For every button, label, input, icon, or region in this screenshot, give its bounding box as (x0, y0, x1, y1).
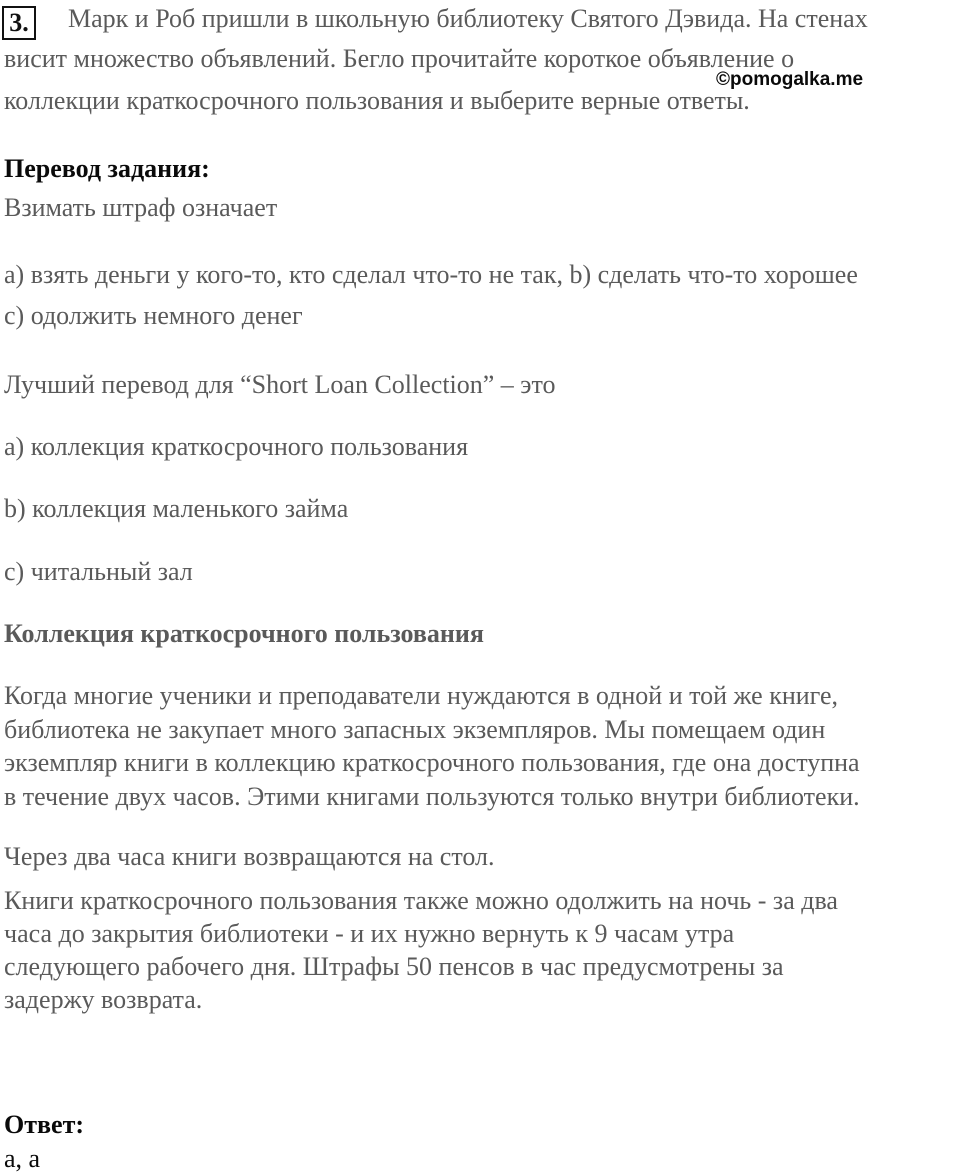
question-2-option-c: c) читальный зал (4, 557, 193, 586)
notice-title: Коллекция краткосрочного пользования (4, 619, 484, 648)
watermark: ©pomogalka.me (716, 69, 864, 90)
question-2-option-a: a) коллекция краткосрочного пользования (4, 432, 469, 461)
notice-para-1-line-3: экземпляр книги в коллекцию краткосрочного пользования, где она доступна (4, 748, 860, 777)
notice-para-3-line-4: задержу возврата. (4, 985, 203, 1014)
question-1-options-line-1: a) взять деньги у кого-то, кто сделал что-то не так, b) сделать что-то хорошее (4, 260, 858, 289)
translation-heading: Перевод задания: (4, 154, 210, 183)
question-2-option-b: b) коллекция маленького займа (4, 494, 349, 523)
notice-para-3-line-3: следующего рабочего дня. Штрафы 50 пенсов в час предусмотрены за (4, 952, 784, 981)
task-text-line-1: Марк и Роб пришли в школьную библиотеку Святого Дэвида. На стенах (68, 4, 868, 33)
notice-para-1-line-1: Когда многие ученики и преподаватели нуждаются в одной и той же книге, (4, 681, 839, 710)
task-text-line-2: висит множество объявлений. Бегло прочитайте короткое объявление о (4, 44, 795, 73)
notice-para-1-line-2: библиотека не закупает много запасных экземпляров. Мы помещаем один (4, 715, 826, 744)
question-1-options-line-2: c) одолжить немного денег (4, 301, 303, 330)
question-2-prompt: Лучший перевод для “Short Loan Collection” – это (4, 370, 556, 399)
notice-para-2: Через два часа книги возвращаются на стол. (4, 842, 495, 871)
notice-para-3-line-2: часа до закрытия библиотеки - и их нужно вернуть к 9 часам утра (4, 919, 735, 948)
task-text-line-3: коллекции краткосрочного пользования и выберите верные ответы. (4, 86, 750, 115)
question-1-prompt: Взимать штраф означает (4, 193, 278, 222)
notice-para-3-line-1: Книги краткосрочного пользования также можно одолжить на ночь - за два (4, 886, 838, 915)
notice-para-1-line-4: в течение двух часов. Этими книгами пользуются только внутри библиотеки. (4, 782, 860, 811)
answer-heading: Ответ: (4, 1110, 85, 1139)
answer-value: a, a (4, 1144, 41, 1173)
task-number-box: 3. (2, 6, 36, 40)
